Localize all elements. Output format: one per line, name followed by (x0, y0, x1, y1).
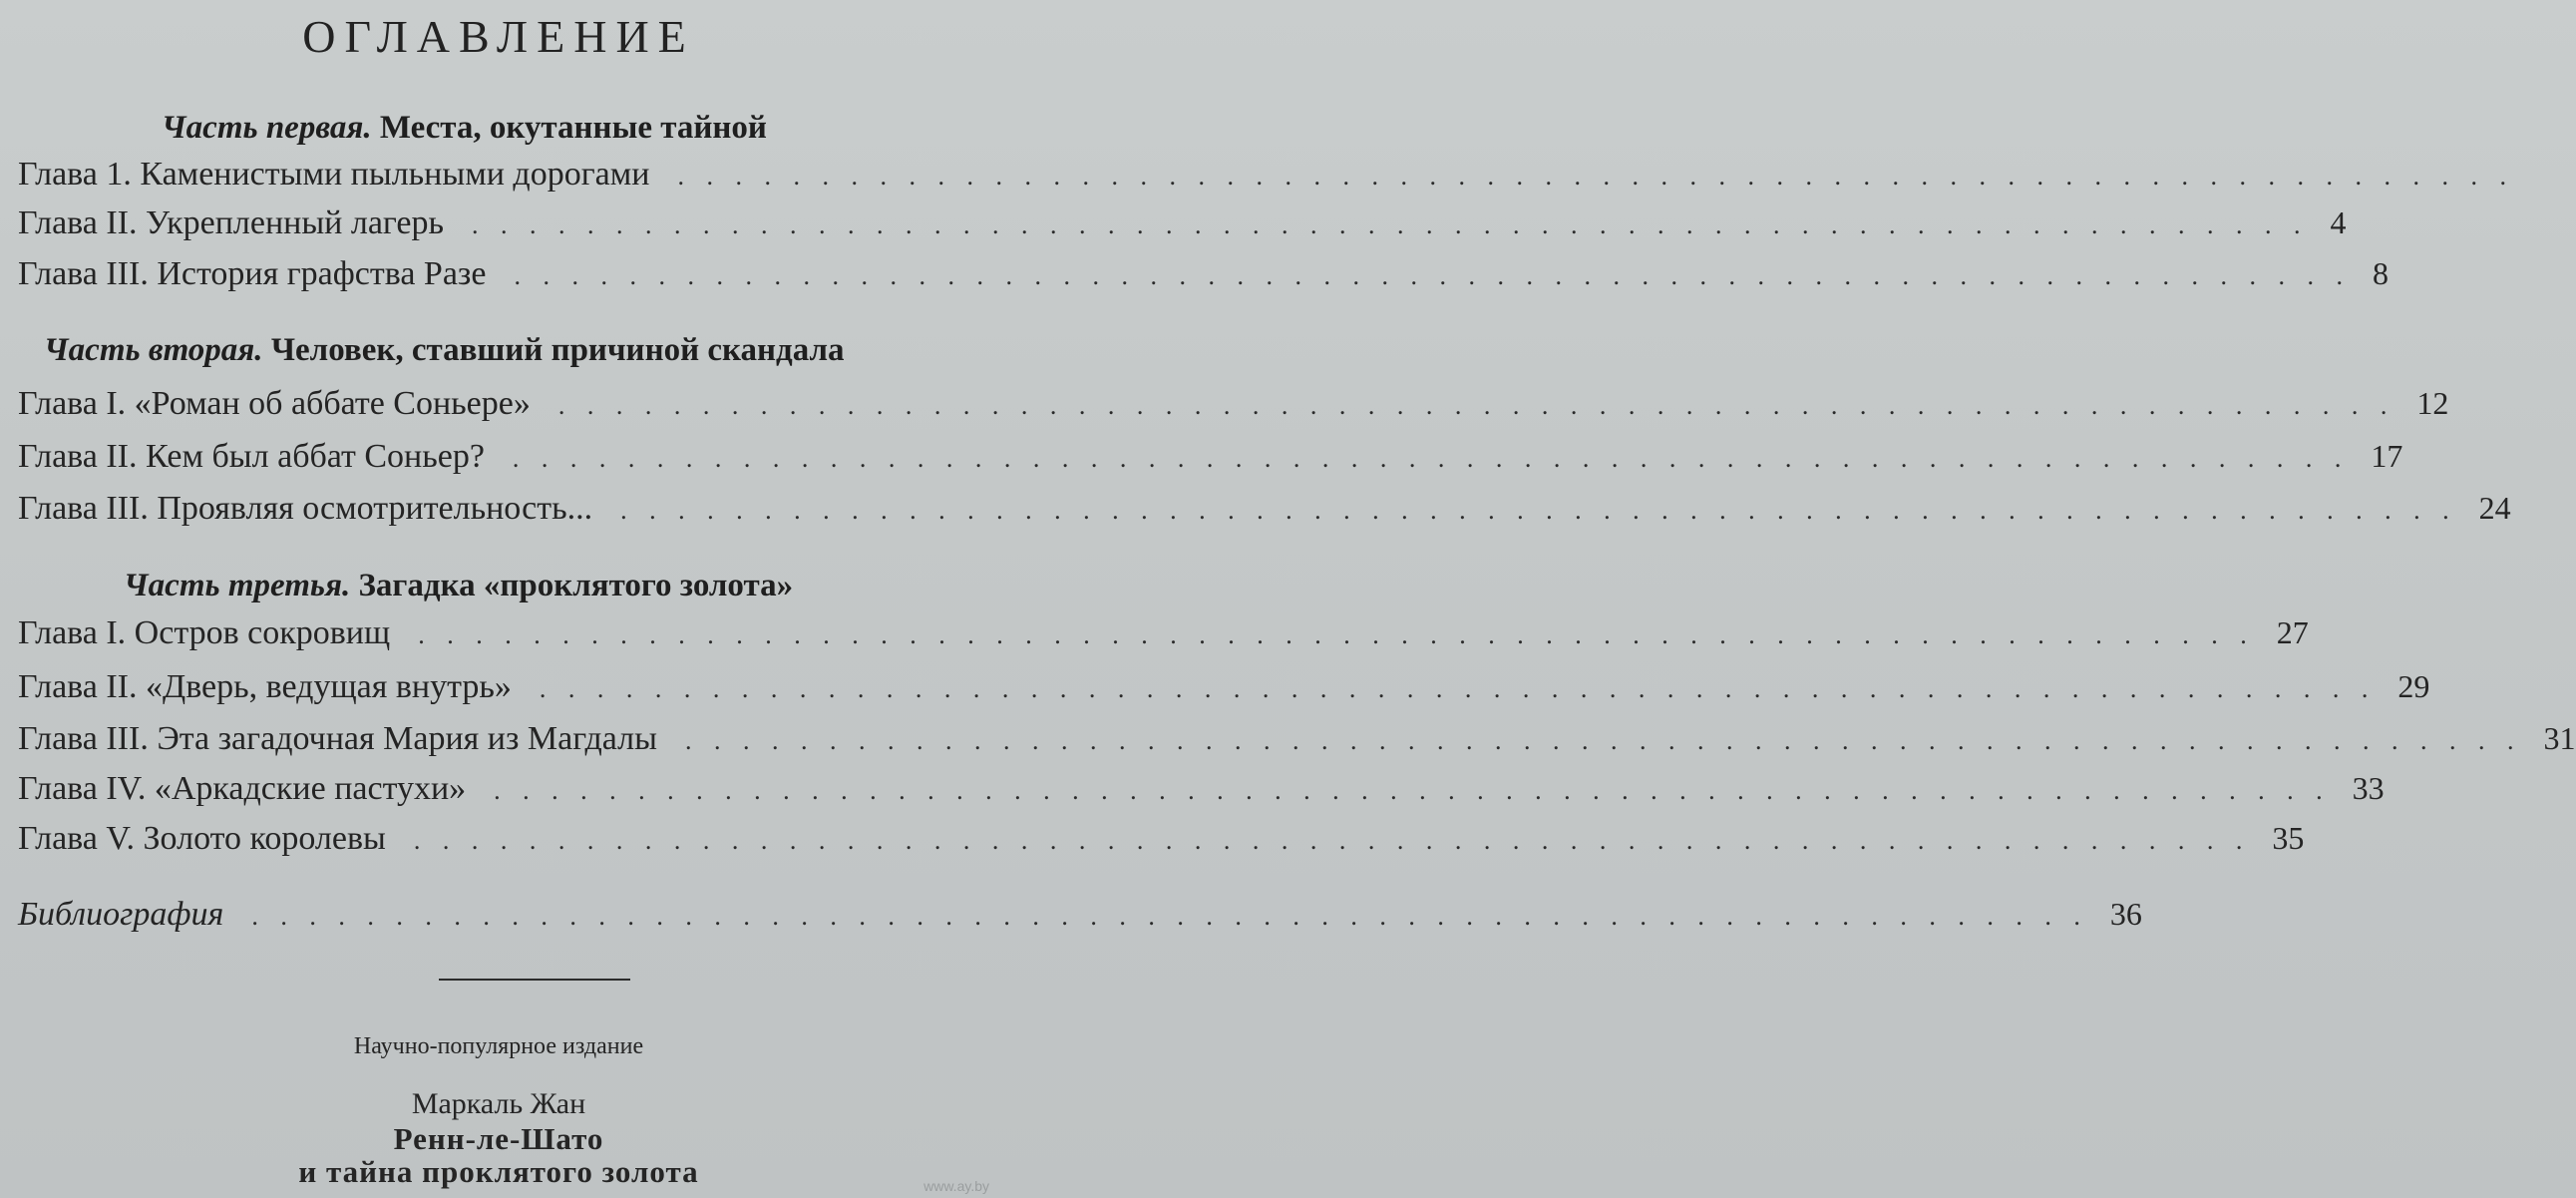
toc-entry-part2-ch3 (18, 490, 2511, 534)
page-number: 33 (2352, 770, 2385, 806)
part-two-title: Человек, ставший причиной скандала (270, 332, 845, 368)
toc-entry-part3-ch3 (18, 720, 2576, 764)
page-number: 4 (2330, 204, 2347, 240)
dot-leader: . . . . . . . . . . . . . . . . . . . . . . . . . . . . . . . . . . . . . . . . . . . . . . . . . . . . . . . . . . . . . . . . (472, 210, 2309, 239)
part-one-heading (162, 110, 767, 147)
page-number: 24 (2478, 490, 2511, 526)
dot-leader: . . . . . . . . . . . . . . . . . . . . . . . . . . . . . . . . . . . . . . . . . . . . . . . . . . . . . . . . . . . . . . . . (512, 444, 2350, 473)
dot-leader: . . . . . . . . . . . . . . . . . . . . . . . . . . . . . . . . . . . . . . . . . . . . . . . . . . . . . . . . . . . . . . . . (539, 674, 2377, 703)
part-three-heading (124, 568, 793, 604)
dot-leader: . . . . . . . . . . . . . . . . . . . . . . . . . . . . . . . . . . . . . . . . . . . . . . . . . . . . . . . . . . . . . . . . (514, 261, 2351, 290)
chapter-title: Глава II. Кем был аббат Соньер? (18, 438, 485, 475)
chapter-title: Глава III. История графства Разе (18, 255, 487, 292)
book-title-line2: и тайна проклятого золота (298, 1154, 699, 1189)
dot-leader: . . . . . . . . . . . . . . . . . . . . . . . . . . . . . . . . . . . . . . . . . . . . . . . . . . . . . . . . . . . . . . . . (494, 776, 2331, 805)
part-three-lead: Часть третья. (124, 568, 351, 603)
chapter-title: Глава I. Остров сокровищ (18, 614, 391, 651)
part-two-heading (44, 332, 845, 369)
dot-leader: . . . . . . . . . . . . . . . . . . . . . . . . . . . . . . . . . . . . . . . . . . . . . . . . . . . . . . . . . . . . . . . . (677, 162, 2514, 191)
toc-entry-part1-ch2 (18, 204, 2347, 248)
chapter-title: Глава 1. Каменистыми пыльными дорогами (18, 156, 650, 193)
page-number: 35 (2272, 820, 2305, 856)
page-number: 36 (2109, 896, 2142, 932)
toc-entry-part1-ch1 (18, 156, 2514, 200)
toc-entry-part2-ch1 (18, 385, 2449, 429)
chapter-title: Глава III. Эта загадочная Мария из Магдалы (18, 720, 657, 757)
edition-type: Научно-популярное издание (353, 1033, 644, 1059)
toc-entry-part1-ch3 (18, 255, 2389, 299)
part-one-title: Места, окутанные тайной (379, 110, 767, 146)
toc-entry-part3-ch1 (18, 614, 2309, 658)
chapter-title: Глава IV. «Аркадские пастухи» (18, 770, 467, 807)
page-number: 17 (2371, 438, 2403, 474)
toc-heading: ОГЛАВЛЕНИЕ (302, 11, 695, 62)
dot-leader: . . . . . . . . . . . . . . . . . . . . . . . . . . . . . . . . . . . . . . . . . . . . . . . . . . . . . . . . . . . . . . . . (620, 496, 2457, 525)
chapter-title: Глава V. Золото королевы (18, 820, 386, 857)
chapter-title: Глава II. Укрепленный лагерь (18, 204, 445, 241)
toc-entry-bibliography (18, 896, 2142, 940)
watermark: www.ay.by (923, 1178, 989, 1194)
page-number: 12 (2416, 385, 2449, 421)
dot-leader: . . . . . . . . . . . . . . . . . . . . . . . . . . . . . . . . . . . . . . . . . . . . . . . . . . . . . . . . . . . . . . . . (251, 902, 2088, 931)
toc-entry-part3-ch5 (18, 820, 2305, 864)
page-number: 29 (2397, 668, 2430, 704)
chapter-title: Глава II. «Дверь, ведущая внутрь» (18, 668, 512, 705)
book-title-line1: Ренн-ле-Шато (393, 1121, 604, 1156)
dot-leader: . . . . . . . . . . . . . . . . . . . . . . . . . . . . . . . . . . . . . . . . . . . . . . . . . . . . . . . . . . . . . . . . (685, 726, 2522, 755)
page-number: 27 (2276, 614, 2309, 650)
page-number: 31 (2543, 720, 2576, 756)
divider-rule (439, 979, 630, 981)
page-number: 8 (2372, 255, 2389, 291)
toc-entry-part3-ch2 (18, 668, 2430, 712)
toc-entry-part2-ch2 (18, 438, 2403, 482)
chapter-title: Глава I. «Роман об аббате Соньере» (18, 385, 531, 422)
chapter-title: Глава III. Проявляя осмотрительность... (18, 490, 593, 527)
part-three-title: Загадка «проклятого золота» (358, 568, 794, 603)
bibliography-title: Библиография (18, 896, 224, 933)
part-two-lead: Часть вторая. (44, 332, 263, 368)
author-name: Маркаль Жан (411, 1087, 586, 1120)
dot-leader: . . . . . . . . . . . . . . . . . . . . . . . . . . . . . . . . . . . . . . . . . . . . . . . . . . . . . . . . . . . . . . . . (557, 391, 2395, 420)
dot-leader: . . . . . . . . . . . . . . . . . . . . . . . . . . . . . . . . . . . . . . . . . . . . . . . . . . . . . . . . . . . . . . . . (413, 826, 2251, 855)
toc-entry-part3-ch4 (18, 770, 2385, 814)
part-one-lead: Часть первая. (162, 110, 372, 146)
dot-leader: . . . . . . . . . . . . . . . . . . . . . . . . . . . . . . . . . . . . . . . . . . . . . . . . . . . . . . . . . . . . . . . . (418, 620, 2255, 649)
